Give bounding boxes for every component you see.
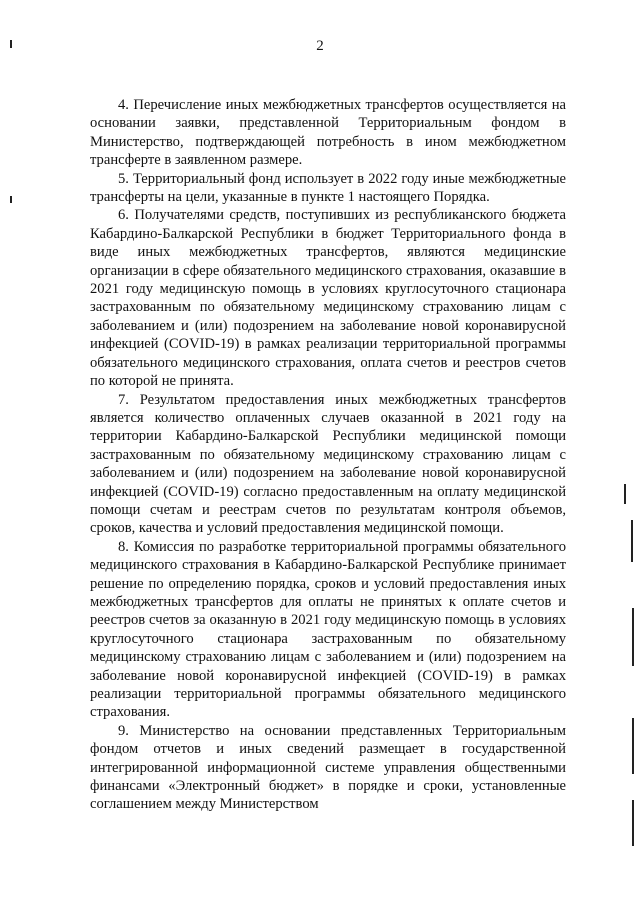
paragraph-7: 7. Результатом предоставления иных межбюджетных трансфертов является количество оплаченных случаев оказанной в 2021 году на территории Кабардино-Балкарской Республики медицинской помощи застрахованным по обязательному медицинскому страхованию лицам с заболеванием и (или) подозрением на заболевание новой коронавирусной инфекцией (COVID-19) согласно предоставленным на оплату медицинской помощи счетам и реестрам счетов по результатам контроля объемов, сроков, качества и условий предоставления медицинской помощи. — [90, 391, 566, 537]
scan-mark-right-4 — [632, 718, 634, 774]
scan-mark-right-1 — [624, 484, 626, 504]
scan-mark-right-3 — [632, 608, 634, 666]
scan-mark-right-5 — [632, 800, 634, 846]
paragraph-8: 8. Комиссия по разработке территориальной программы обязательного медицинского страхования в Кабардино-Балкарской Республике принимает решение по определению порядка, сроков и условий предоставления иных межбюджетных трансфертов для оплаты не принятых к оплате счетов и реестров счетов за оказанную в 2021 году медицинскую помощь в условиях круглосуточного стационара застрахованным по обязательному медицинскому страхованию лицам с заболеванием и (или) подозрением на заболевание новой коронавирусной инфекцией (COVID-19) в рамках реализации территориальной программы обязательного медицинского страхования. — [90, 538, 566, 721]
document-body — [90, 96, 566, 814]
paragraph-5: 5. Территориальный фонд использует в 2022 году иные межбюджетные трансферты на цели, указанные в пункте 1 настоящего Порядка. — [90, 170, 566, 206]
scan-mark-right-2 — [631, 520, 633, 562]
scan-mark-left-2 — [10, 196, 12, 203]
paragraph-4: 4. Перечисление иных межбюджетных трансфертов осуществляется на основании заявки, представленной Территориальным фондом в Министерство, подтверждающей потребность в ином межбюджетном трансферте в заявленном размере. — [90, 97, 566, 169]
scan-mark-left-1 — [10, 40, 12, 48]
paragraph-9: 9. Министерство на основании представленных Территориальным фондом отчетов и иных сведений размещает в государственной интегрированной информационной системе управления общественными финансами «Электронный бюджет» в порядке и сроки, установленные соглашением между Министерством — [90, 722, 566, 813]
paragraph-6: 6. Получателями средств, поступивших из республиканского бюджета Кабардино-Балкарской Республики в бюджет Территориального фонда в виде иных межбюджетных трансфертов, являются медицинские организации в сфере обязательного медицинского страхования, оказавшие в 2021 году медицинскую помощь в условиях круглосуточного стационара застрахованным по обязательному медицинскому страхованию лицам с заболеванием и (или) подозрением на заболевание новой коронавирусной инфекцией (COVID-19) в рамках реализации территориальной программы обязательного медицинского страхования, оплата счетов и реестров счетов по которой не принята. — [90, 207, 566, 390]
page-number: 2 — [316, 38, 324, 54]
